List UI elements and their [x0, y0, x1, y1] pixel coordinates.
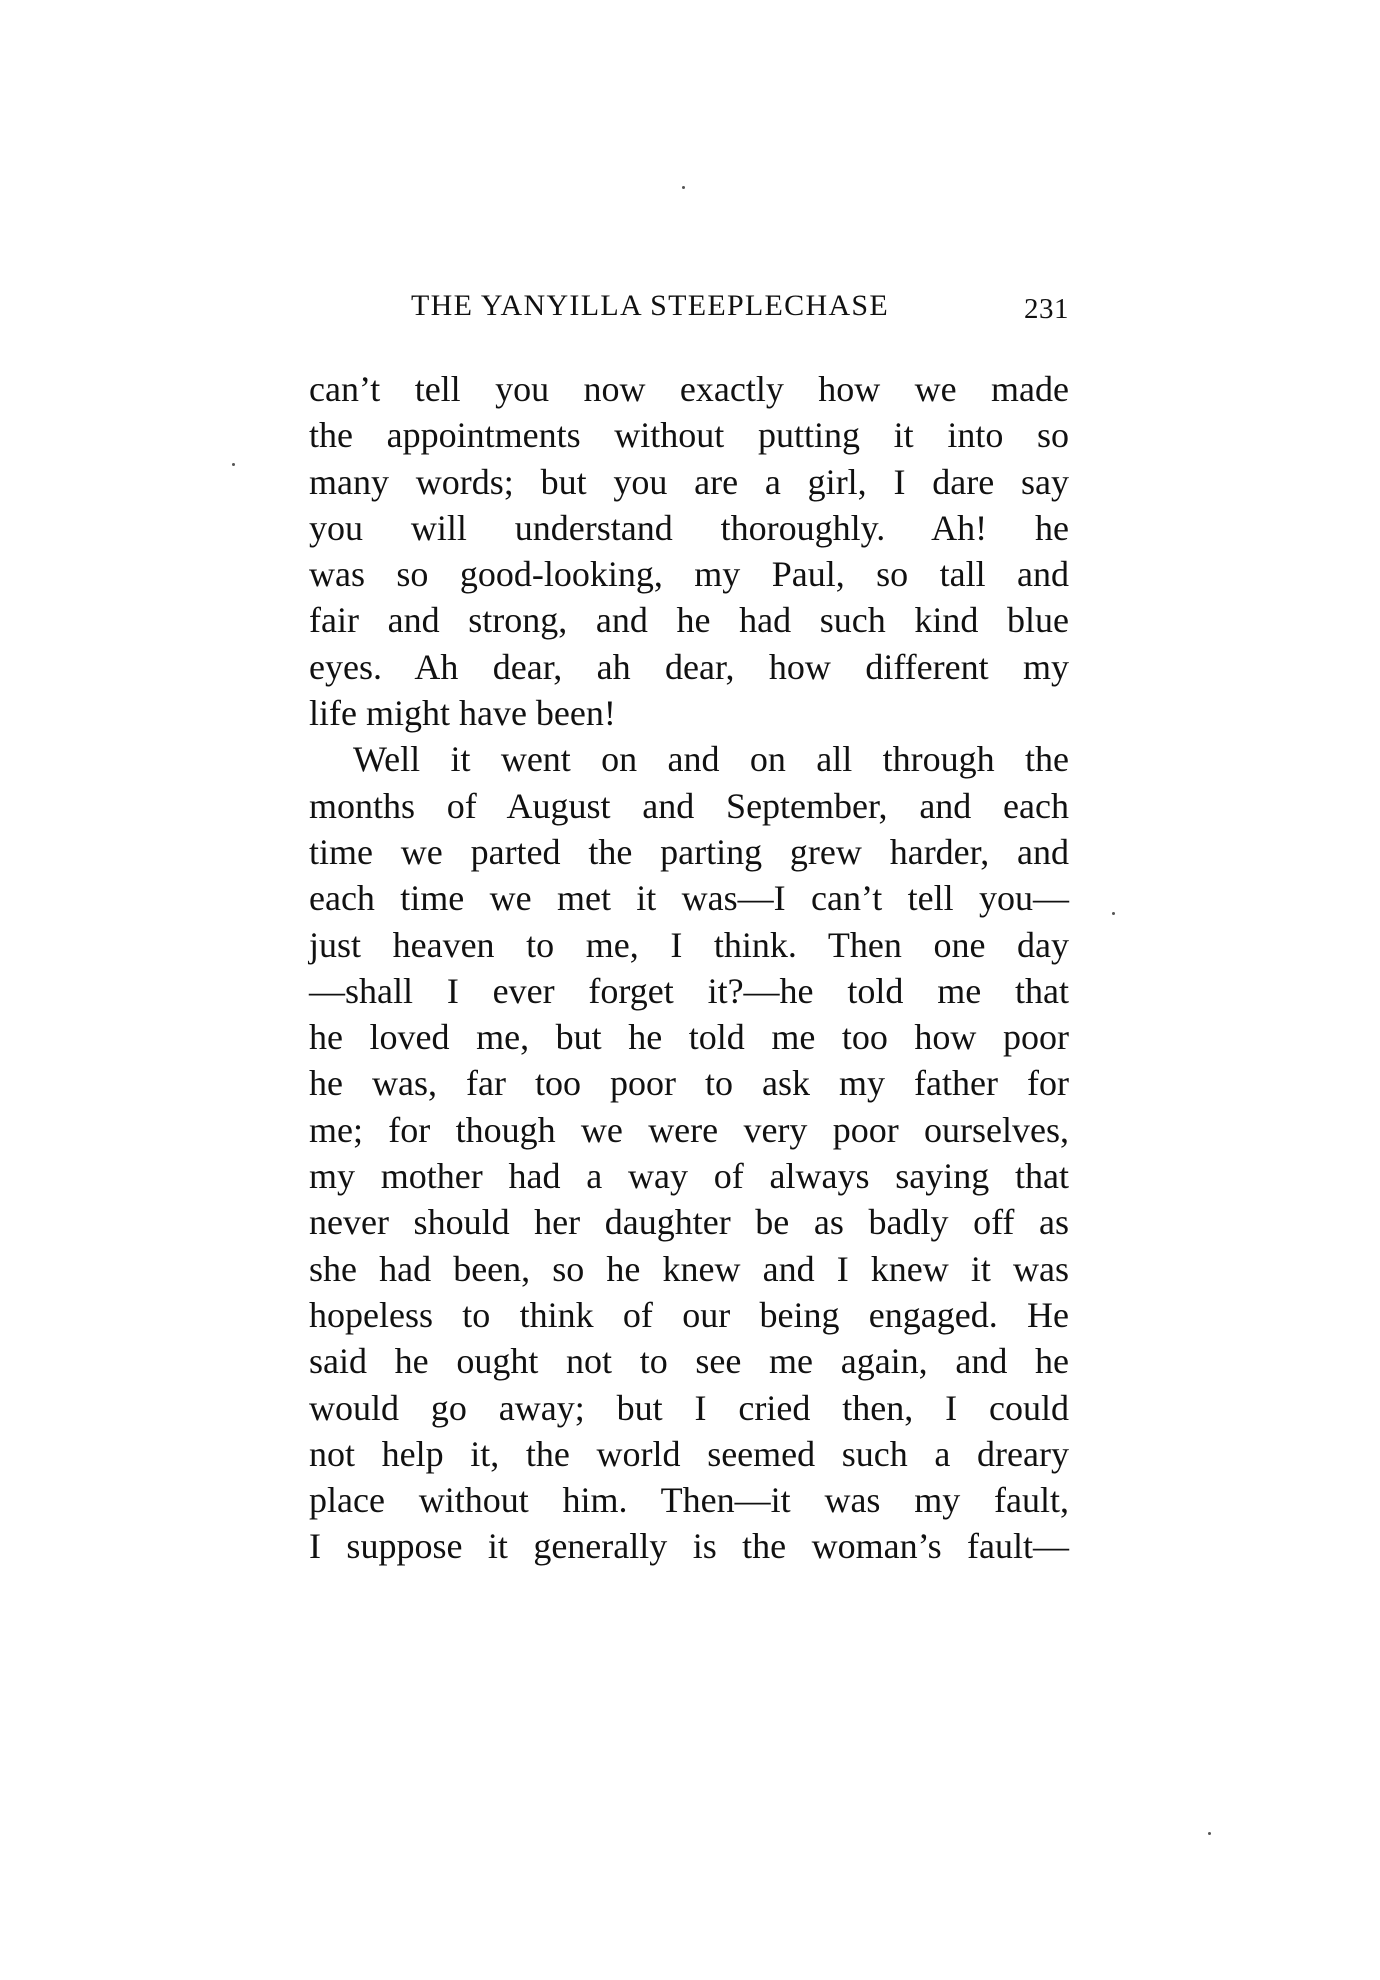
- page-header: [309, 283, 1069, 333]
- print-speck: [232, 463, 235, 466]
- text-line: eyes. Ah dear, ah dear, how different my: [309, 646, 1069, 687]
- text-line: many words; but you are a girl, I dare say: [309, 461, 1069, 502]
- text-line: can’t tell you now exactly how we made: [309, 369, 1069, 409]
- text-line: he loved me, but he told me too how poor: [309, 1017, 1069, 1058]
- text-line: me; for though we were very poor ourselves,: [309, 1109, 1069, 1150]
- page-number: 231: [1024, 293, 1069, 325]
- text-line: fair and strong, and he had such kind blue: [309, 600, 1069, 641]
- text-line: would go away; but I cried then, I could: [309, 1387, 1069, 1428]
- text-line: place without him. Then—it was my fault,: [309, 1480, 1069, 1521]
- body-text: [309, 366, 1069, 1570]
- text-line: Well it went on and on all through the: [353, 739, 1069, 780]
- print-speck: [682, 186, 685, 189]
- text-line: was so good-looking, my Paul, so tall and: [309, 554, 1069, 595]
- text-line: months of August and September, and each: [309, 785, 1069, 826]
- text-line: hopeless to think of our being engaged. He: [309, 1294, 1069, 1335]
- text-line: time we parted the parting grew harder, and: [309, 831, 1069, 872]
- print-speck: [1208, 1832, 1211, 1835]
- text-line: said he ought not to see me again, and he: [309, 1341, 1069, 1382]
- text-line: not help it, the world seemed such a dreary: [309, 1433, 1069, 1474]
- text-line: the appointments without putting it into so: [309, 415, 1069, 456]
- text-line: she had been, so he knew and I knew it was: [309, 1248, 1069, 1289]
- running-head: THE YANYILLA STEEPLECHASE: [411, 289, 890, 322]
- text-line: —shall I ever forget it?—he told me that: [309, 970, 1069, 1011]
- text-line: each time we met it was—I can’t tell you—: [309, 878, 1069, 919]
- text-line: never should her daughter be as badly off as: [309, 1202, 1069, 1243]
- text-line: you will understand thoroughly. Ah! he: [309, 507, 1069, 548]
- text-line: my mother had a way of always saying that: [309, 1156, 1069, 1197]
- text-line: life might have been!: [309, 693, 616, 734]
- text-line: I suppose it generally is the woman’s fault—: [309, 1526, 1069, 1567]
- print-speck: [1112, 912, 1115, 915]
- text-line: just heaven to me, I think. Then one day: [309, 924, 1069, 965]
- text-line: he was, far too poor to ask my father for: [309, 1063, 1069, 1104]
